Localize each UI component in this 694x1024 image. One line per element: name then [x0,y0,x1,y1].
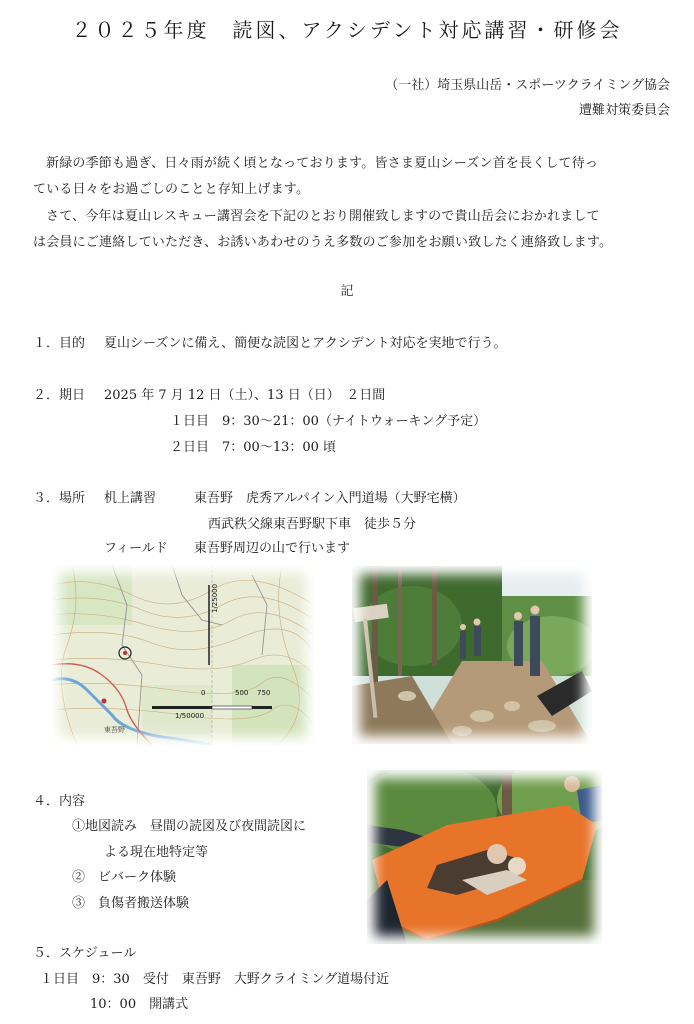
ki-heading: 記 [340,284,354,299]
intro-line: は会員にご連絡していただき、お誘いあわせのうえ多数のご参加をお願い致したく連絡致します。 [33,235,613,250]
intro-line: 新緑の季節も過ぎ、日々雨が続く頃となっております。皆さま夏山シーズン首を長くして待っ [46,156,599,171]
map-scale-ratio: 1/50000 [175,712,205,720]
rescue-tarp-photo [367,770,602,944]
access-info: 西武秩父線東吾野駅下車 徒歩５分 [208,517,417,532]
map-scale-500: 500 [235,689,249,697]
map-scale-0: 0 [201,689,206,697]
content-item-1: ①地図読み 昼間の読図及び夜間読図に [72,819,307,834]
day1-time: １日目 9：30～21：00（ナイトウォーキング予定） [170,414,487,429]
section-2-label: ２．期日 [33,388,86,403]
section-5-label: ５．スケジュール [33,946,137,961]
schedule-row-2: 10：00 開講式 [90,997,189,1012]
intro-line: さて、今年は夏山レスキュー講習会を下記のとおり開催致しますので貴山岳会におかれまして [46,209,600,224]
intro-line: ている日々をお過ごしのことと存知上げます。 [33,182,310,197]
content-item-2: ② ビバーク体験 [72,870,177,885]
topographic-map-image [52,565,314,745]
committee-name: 遭難対策委員会 [578,103,670,118]
day2-time: ２日目 7：00～13：00 頃 [170,440,337,455]
section-3-label: ３．場所 [33,491,86,506]
trail-photo [352,566,592,744]
map-place-label: 東吾野 [104,726,125,734]
schedule-row-1: １日目 9：30 受付 東吾野 大野クライミング道場付近 [40,972,390,987]
organization-name: （一社）埼玉県山岳・スポーツクライミング協会 [385,78,670,93]
field-text: 東吾野周辺の山で行います [194,541,351,556]
content-item-3: ③ 負傷者搬送体験 [72,896,190,911]
lecture-label: 机上講習 [104,491,157,506]
page-title: ２０２５年度 読図、アクシデント対応講習・研修会 [71,18,623,42]
lecture-place: 東吾野 虎秀アルパイン入門道場（大野宅横） [194,491,466,506]
field-label: フィールド [104,541,168,556]
section-1-label: １．目的 [33,336,86,351]
map-scale-750: 750 [257,689,271,697]
content-item-1-cont: よる現在地特定等 [104,845,209,860]
section-4-label: ４．内容 [33,794,86,809]
section-1-text: 夏山シーズンに備え、簡便な読図とアクシデント対応を実地で行う。 [104,336,507,351]
map-side-ratio: 1/25000 [211,583,219,613]
event-date: 2025 年 7 月 12 日（土）、13 日（日） ２日間 [104,388,386,403]
